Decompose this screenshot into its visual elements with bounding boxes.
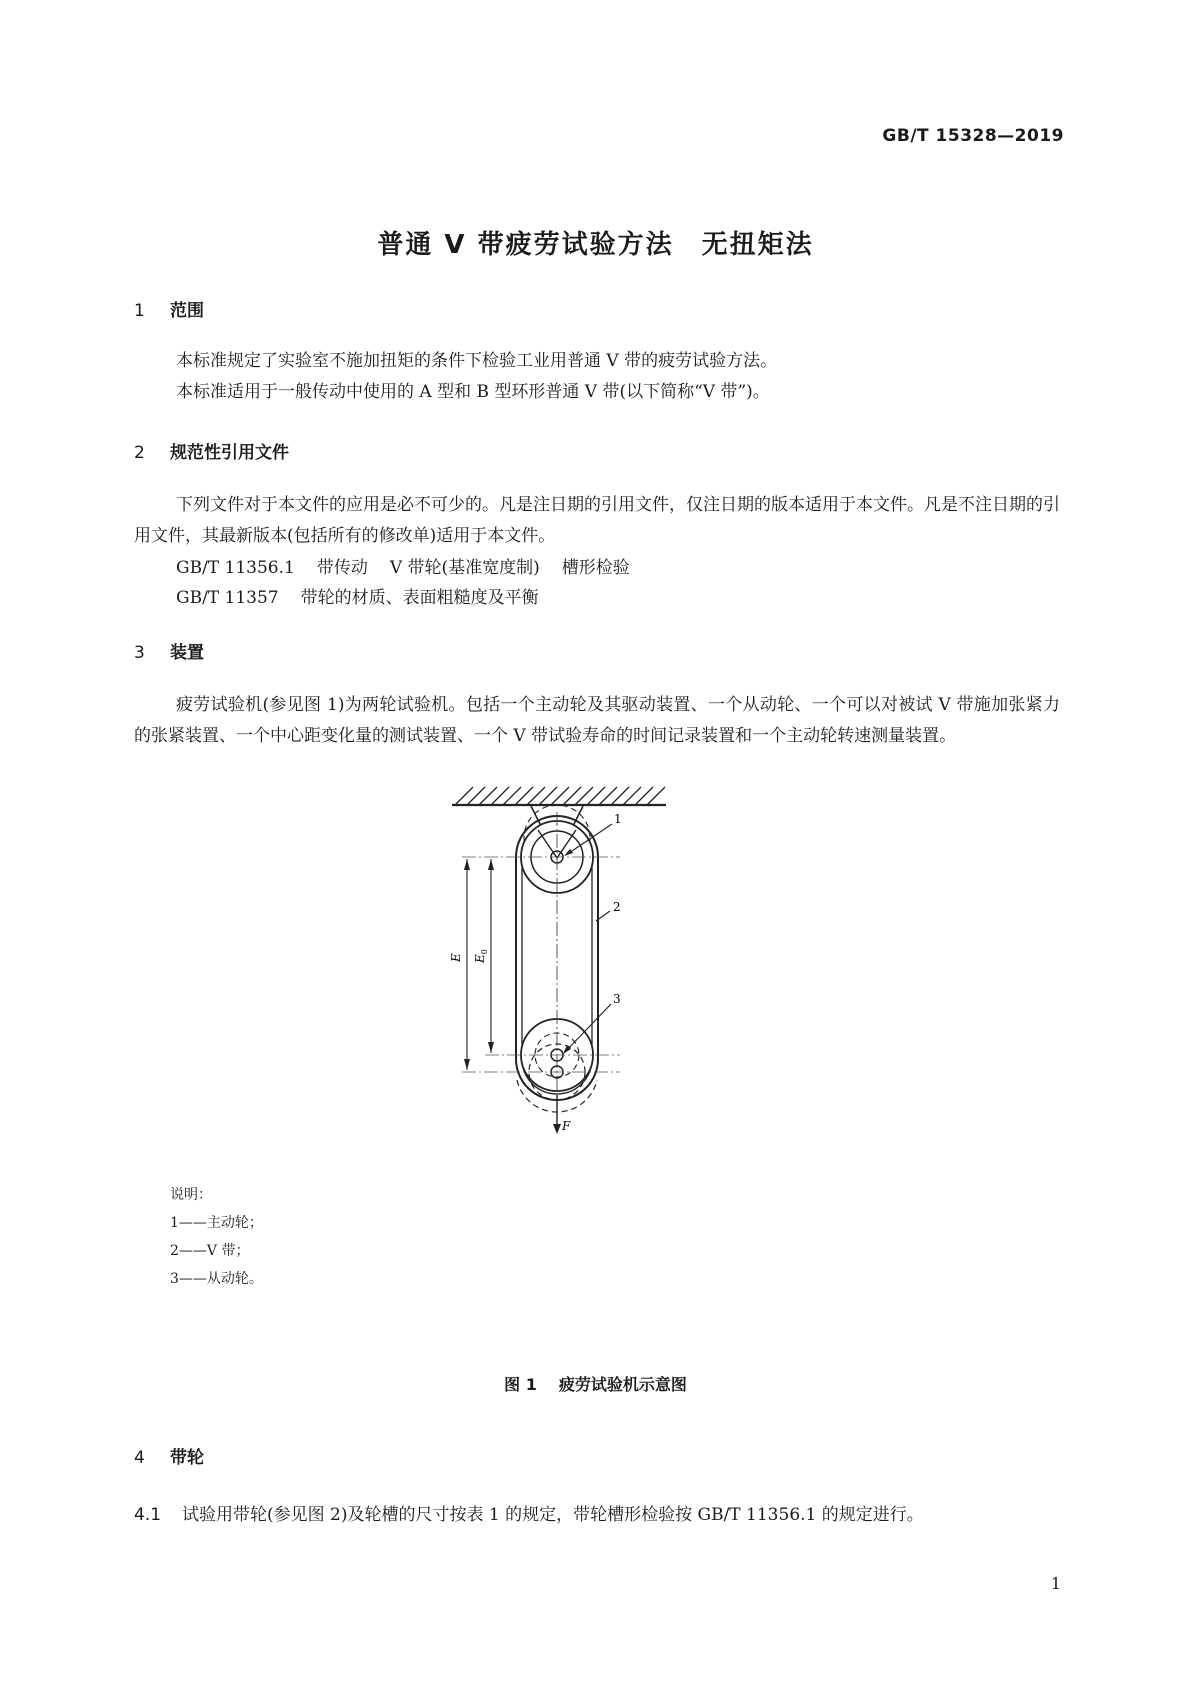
clause-text: 试验用带轮(参见图 2)及轮槽的尺寸按表 1 的规定，带轮槽形检验按 GB/T 11356.1 的规定进行。 xyxy=(182,1505,924,1525)
section-title: 带轮 xyxy=(170,1448,204,1468)
dim-e0-subscript: 0 xyxy=(480,949,489,955)
figure-legend-item: 3——从动轮。 xyxy=(170,1271,263,1287)
reference-code: GB/T 11357 xyxy=(176,588,279,608)
figure-legend-title: 说明： xyxy=(170,1187,212,1203)
section-4-heading xyxy=(134,1443,204,1468)
figure-1-caption xyxy=(0,1372,1191,1395)
section-3-heading xyxy=(134,638,204,663)
reference-name: V 带轮(基准宽度制) xyxy=(389,558,540,578)
dim-e0-label xyxy=(473,949,489,964)
section-number: 1 xyxy=(134,301,145,321)
section-1-paragraph-2: 本标准适用于一般传动中使用的 A 型和 B 型环形普通 V 带(以下简称“V 带”)。 xyxy=(176,382,770,402)
section-number: 4 xyxy=(134,1448,145,1468)
reference-name: 带传动 xyxy=(316,558,368,578)
figure-1-diagram xyxy=(440,780,700,1155)
ceiling-hatch xyxy=(455,787,665,805)
reference-name: 槽形检验 xyxy=(561,558,630,578)
clause-4-1 xyxy=(134,1500,924,1525)
section-1-heading xyxy=(134,296,204,321)
figure-title: 疲劳试验机示意图 xyxy=(558,1375,687,1394)
section-2-heading xyxy=(134,438,289,463)
reference-name: 带轮的材质、表面粗糙度及平衡 xyxy=(300,588,539,608)
page-number: 1 xyxy=(1050,1574,1061,1593)
figure-number: 图 1 xyxy=(504,1375,537,1394)
dim-e-label: E xyxy=(449,953,463,962)
section-number: 2 xyxy=(134,443,145,463)
reference-item xyxy=(176,583,539,608)
figure-legend-item: 1——主动轮； xyxy=(170,1215,263,1231)
force-label: F xyxy=(562,1119,571,1133)
section-title: 范围 xyxy=(170,301,204,321)
reference-code: GB/T 11356.1 xyxy=(176,558,295,578)
callout-1: 1 xyxy=(614,812,622,826)
dim-e0-letter: E xyxy=(473,954,487,963)
section-3-paragraph-1: 疲劳试验机(参见图 1)为两轮试验机。包括一个主动轮及其驱动装置、一个从动轮、一个可以对被试 V 带施加张紧力的张紧装置、一个中心距变化量的测试装置、一个 V 带试验寿命的时间记录装置和一个主动轮转速测量装置。 xyxy=(134,695,1060,746)
section-title: 规范性引用文件 xyxy=(170,443,289,463)
callout-3: 3 xyxy=(613,992,621,1006)
section-1-paragraph-1: 本标准规定了实验室不施加扭矩的条件下检验工业用普通 V 带的疲劳试验方法。 xyxy=(176,351,778,371)
callout-2: 2 xyxy=(613,900,621,914)
force-arrow-head xyxy=(553,1124,561,1134)
reference-item xyxy=(176,553,630,578)
document-title: 普通 V 带疲劳试验方法 无扭矩法 xyxy=(377,230,814,260)
section-2-paragraph-1: 下列文件对于本文件的应用是必不可少的。凡是注日期的引用文件，仅注日期的版本适用于本文件。凡是不注日期的引用文件，其最新版本(包括所有的修改单)适用于本文件。 xyxy=(134,495,1060,546)
standard-code: GB/T 15328—2019 xyxy=(882,126,1064,146)
figure-legend-item: 2——V 带； xyxy=(170,1243,250,1259)
section-number: 3 xyxy=(134,643,145,663)
clause-number: 4.1 xyxy=(134,1505,162,1525)
section-title: 装置 xyxy=(170,643,204,663)
